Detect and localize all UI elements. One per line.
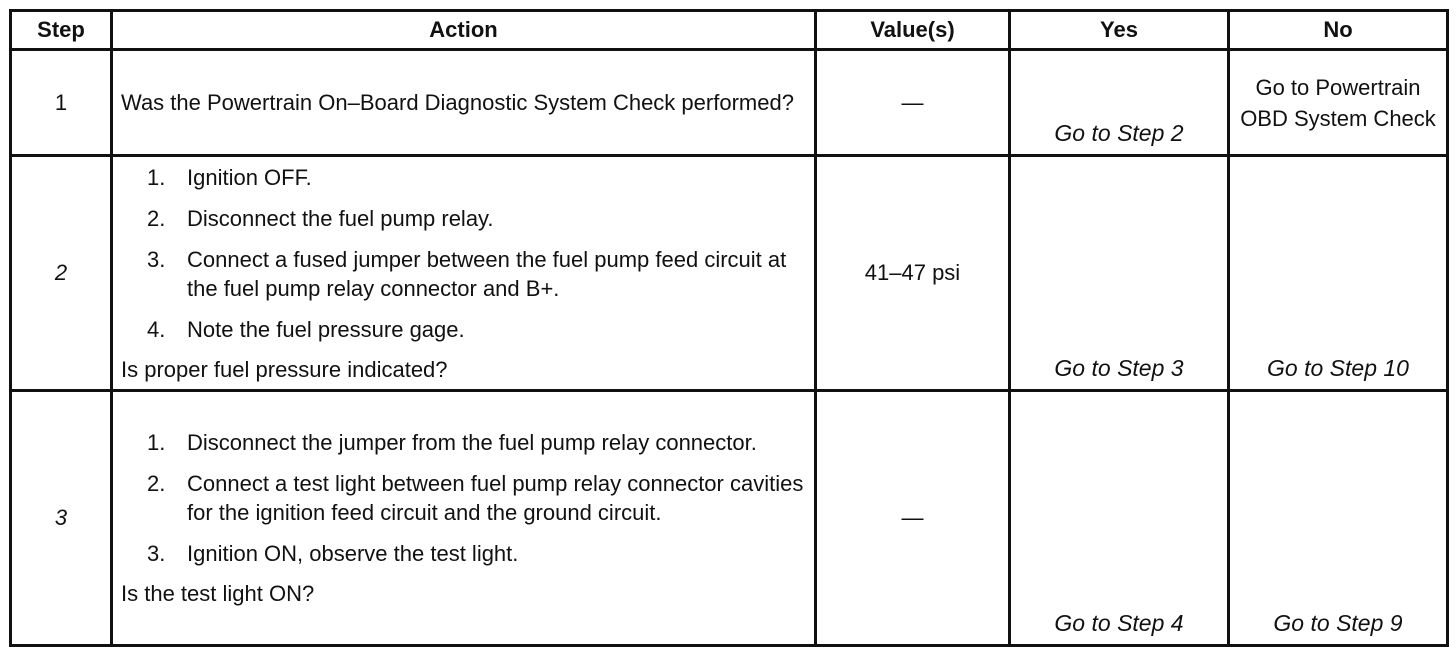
action-steps-list xyxy=(121,163,808,344)
item-number: 3. xyxy=(147,246,166,272)
item-number: 3. xyxy=(147,541,166,566)
table-row xyxy=(11,391,1448,646)
value-cell: — xyxy=(816,391,1010,646)
header-no: No xyxy=(1229,11,1448,50)
list-item xyxy=(121,204,808,233)
yes-cell xyxy=(1010,50,1229,156)
list-item xyxy=(121,163,808,192)
action-cell xyxy=(112,391,816,646)
step-number: 3 xyxy=(11,391,112,646)
action-question: Was the Powertrain On–Board Diagnostic System Check performed? xyxy=(121,89,794,115)
yes-goto-link[interactable]: Go to Step 4 xyxy=(1054,610,1184,636)
item-text: Ignition ON, observe the test light. xyxy=(187,541,519,566)
item-text: Note the fuel pressure gage. xyxy=(187,316,465,342)
diagnostic-table xyxy=(9,9,1449,647)
list-item xyxy=(121,469,808,527)
item-text: Connect a test light between fuel pump relay connector cavities for the ignition feed circuit and the ground circuit. xyxy=(187,471,804,525)
header-step: Step xyxy=(11,11,112,50)
item-text: Disconnect the jumper from the fuel pump relay connector. xyxy=(187,430,757,455)
list-item xyxy=(121,245,808,303)
action-steps-list xyxy=(121,428,808,568)
action-cell xyxy=(112,50,816,156)
list-item xyxy=(121,315,808,344)
yes-goto-link[interactable]: Go to Step 3 xyxy=(1054,355,1184,381)
list-item xyxy=(121,428,808,457)
item-text: Connect a fused jumper between the fuel pump feed circuit at the fuel pump relay connector and B+. xyxy=(187,246,787,301)
no-cell xyxy=(1229,391,1448,646)
item-text: Disconnect the fuel pump relay. xyxy=(187,205,494,231)
item-number: 2. xyxy=(147,471,166,496)
header-action: Action xyxy=(112,11,816,50)
table-header-row xyxy=(11,11,1448,50)
yes-cell xyxy=(1010,156,1229,391)
table-row xyxy=(11,156,1448,391)
action-question: Is proper fuel pressure indicated? xyxy=(121,356,448,382)
item-number: 2. xyxy=(147,205,166,231)
action-question: Is the test light ON? xyxy=(121,581,315,606)
no-goto-link[interactable]: Go to Powertrain OBD System Check xyxy=(1240,74,1436,131)
item-text: Ignition OFF. xyxy=(187,164,312,190)
step-number: 2 xyxy=(11,156,112,391)
no-goto-link[interactable]: Go to Step 10 xyxy=(1267,355,1409,381)
header-yes: Yes xyxy=(1010,11,1229,50)
no-goto-link[interactable]: Go to Step 9 xyxy=(1273,610,1403,636)
diagnostic-table-wrapper xyxy=(9,9,1449,647)
step-number: 1 xyxy=(11,50,112,156)
value-cell: — xyxy=(816,50,1010,156)
item-number: 1. xyxy=(147,430,166,455)
action-cell xyxy=(112,156,816,391)
item-number: 4. xyxy=(147,316,166,342)
table-row xyxy=(11,50,1448,156)
no-cell xyxy=(1229,156,1448,391)
item-number: 1. xyxy=(147,164,166,190)
value-cell: 41–47 psi xyxy=(816,156,1010,391)
yes-cell xyxy=(1010,391,1229,646)
header-values: Value(s) xyxy=(816,11,1010,50)
list-item xyxy=(121,539,808,568)
no-cell xyxy=(1229,50,1448,156)
yes-goto-link[interactable]: Go to Step 2 xyxy=(1054,120,1184,146)
